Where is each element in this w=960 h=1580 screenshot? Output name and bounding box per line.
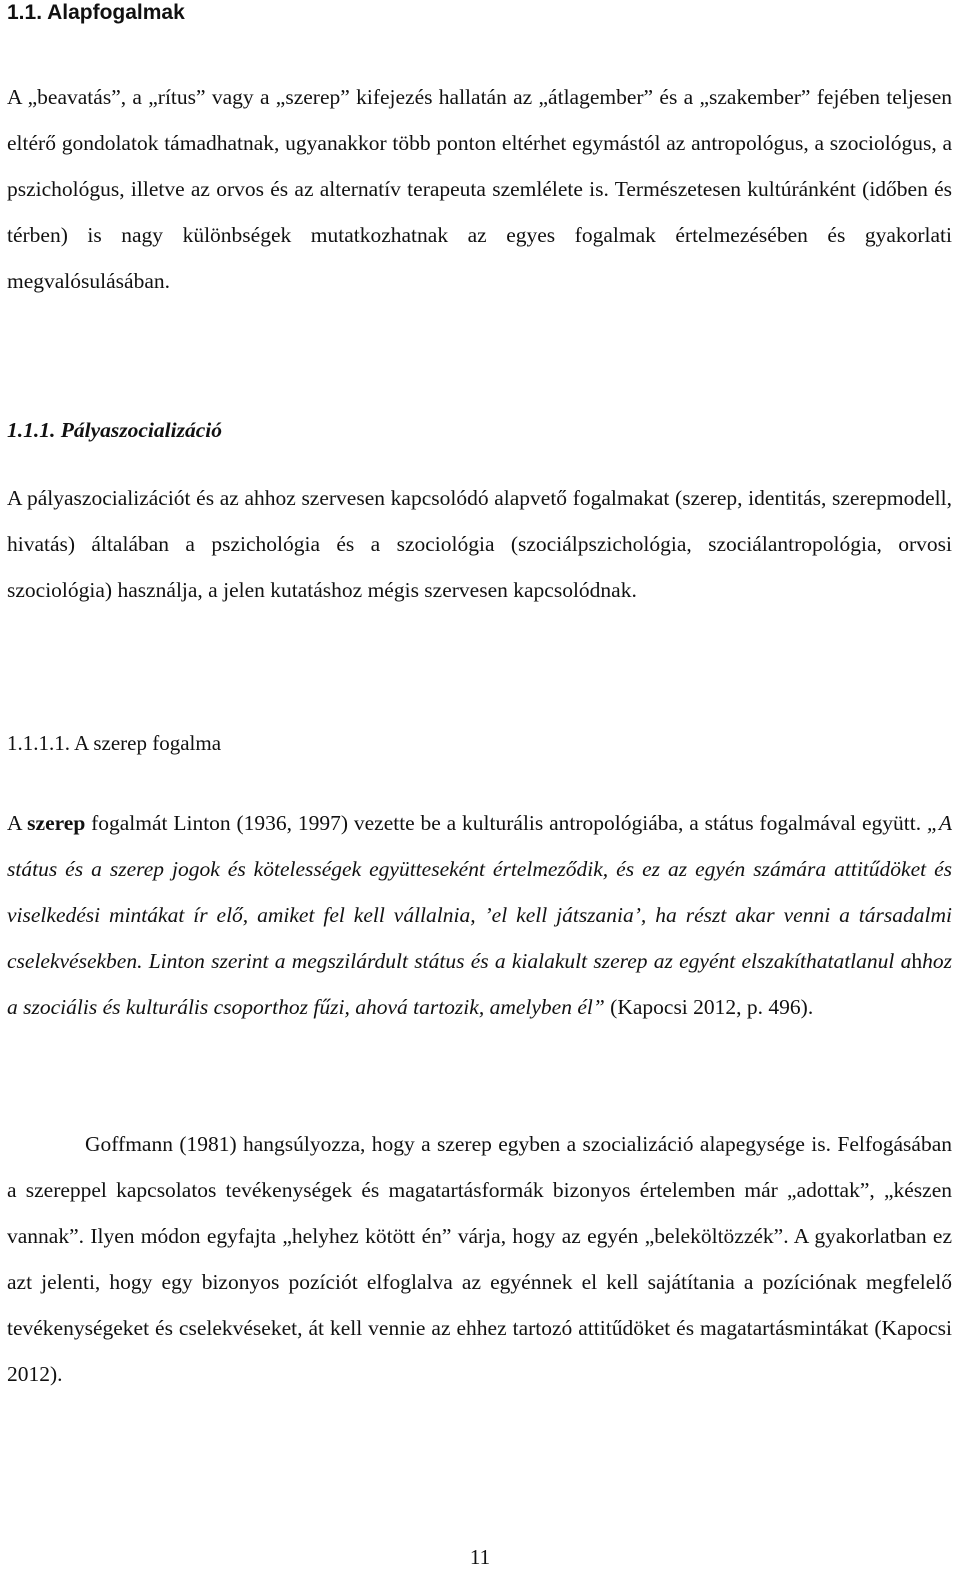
linton-quote-end: hoz a szociális és kulturális csoporthoz fűzi, ahová tartozik, amelyben él” bbox=[7, 949, 952, 1019]
role-lead-text: A bbox=[7, 811, 28, 835]
role-body-text: fogalmát Linton (1936, 1997) vezette be a kulturális antropológiába, a státus fogalmával együtt. bbox=[85, 811, 927, 835]
page-number: 11 bbox=[469, 1545, 491, 1569]
role-citation: (Kapocsi 2012, p. 496). bbox=[604, 995, 814, 1019]
subsubsection-heading: 1.1.1.1. A szerep fogalma bbox=[7, 731, 222, 755]
linton-quote-plain: h bbox=[911, 949, 923, 973]
section-heading: 1.1. Alapfogalmak bbox=[7, 1, 185, 24]
subsection-heading: 1.1.1. Pályaszocializáció bbox=[7, 418, 222, 442]
role-term: szerep bbox=[27, 811, 86, 835]
linton-quote: „A státus és a szerep jogok és kötelességek együtteseként értelmeződik, és ez az egyén számára attitűdöket és viselkedési mintákat ír elő, amiket fel kell vállalnia, ’el kell játszania’, ha részt akar venni a társadalmi cselekvésekben. Linton szerint a megszilárdult státus és a kialakult szerep az egyént elszakíthatatlanul a bbox=[7, 811, 952, 973]
goffmann-paragraph: Goffmann (1981) hangsúlyozza, hogy a szerep egyben a szocializáció alapegysége is. Felfogásában a szereppel kapcsolatos tevékenységek és magatartásformák bizonyos értelemben már „adottak”, „készen vannak”. Ilyen módon egyfajta „helyhez kötött én” várja, hogy az egyén „beleköltözzék”. A gyakorlatban ez azt jelenti, hogy egy bizonyos pozíciót elfoglalva az egyénnek el kell sajátítania a pozíciónak megfelelő tevékenységeket és cselekvéseket, át kell vennie az ehhez tartozó attitűdöket és magatartásmintákat (Kapocsi 2012). bbox=[7, 1132, 952, 1386]
pályaszocializáció-paragraph: A pályaszocializációt és az ahhoz szervesen kapcsolódó alapvető fogalmakat (szerep, identitás, szerepmodell, hivatás) általában a pszichológia és a szociológia (szociálpszichológia, szociálantropológia, orvosi szociológia) használja, a jelen kutatáshoz mégis szervesen kapcsolódnak. bbox=[7, 486, 952, 602]
intro-paragraph: A „beavatás”, a „rítus” vagy a „szerep” kifejezés hallatán az „átlagember” és a „szakember” fejében teljesen eltérő gondolatok támadhatnak, ugyanakkor több ponton eltérhet egymástól az antropológus, a szociológus, a pszichológus, illetve az orvos és az alternatív terapeuta szemlélete is. Természetesen kultúránként (időben és térben) is nagy különbségek mutatkozhatnak az egyes fogalmak értelmezésében és gyakorlati megvalósulásában. bbox=[7, 85, 952, 293]
role-definition-paragraph bbox=[7, 800, 952, 1030]
